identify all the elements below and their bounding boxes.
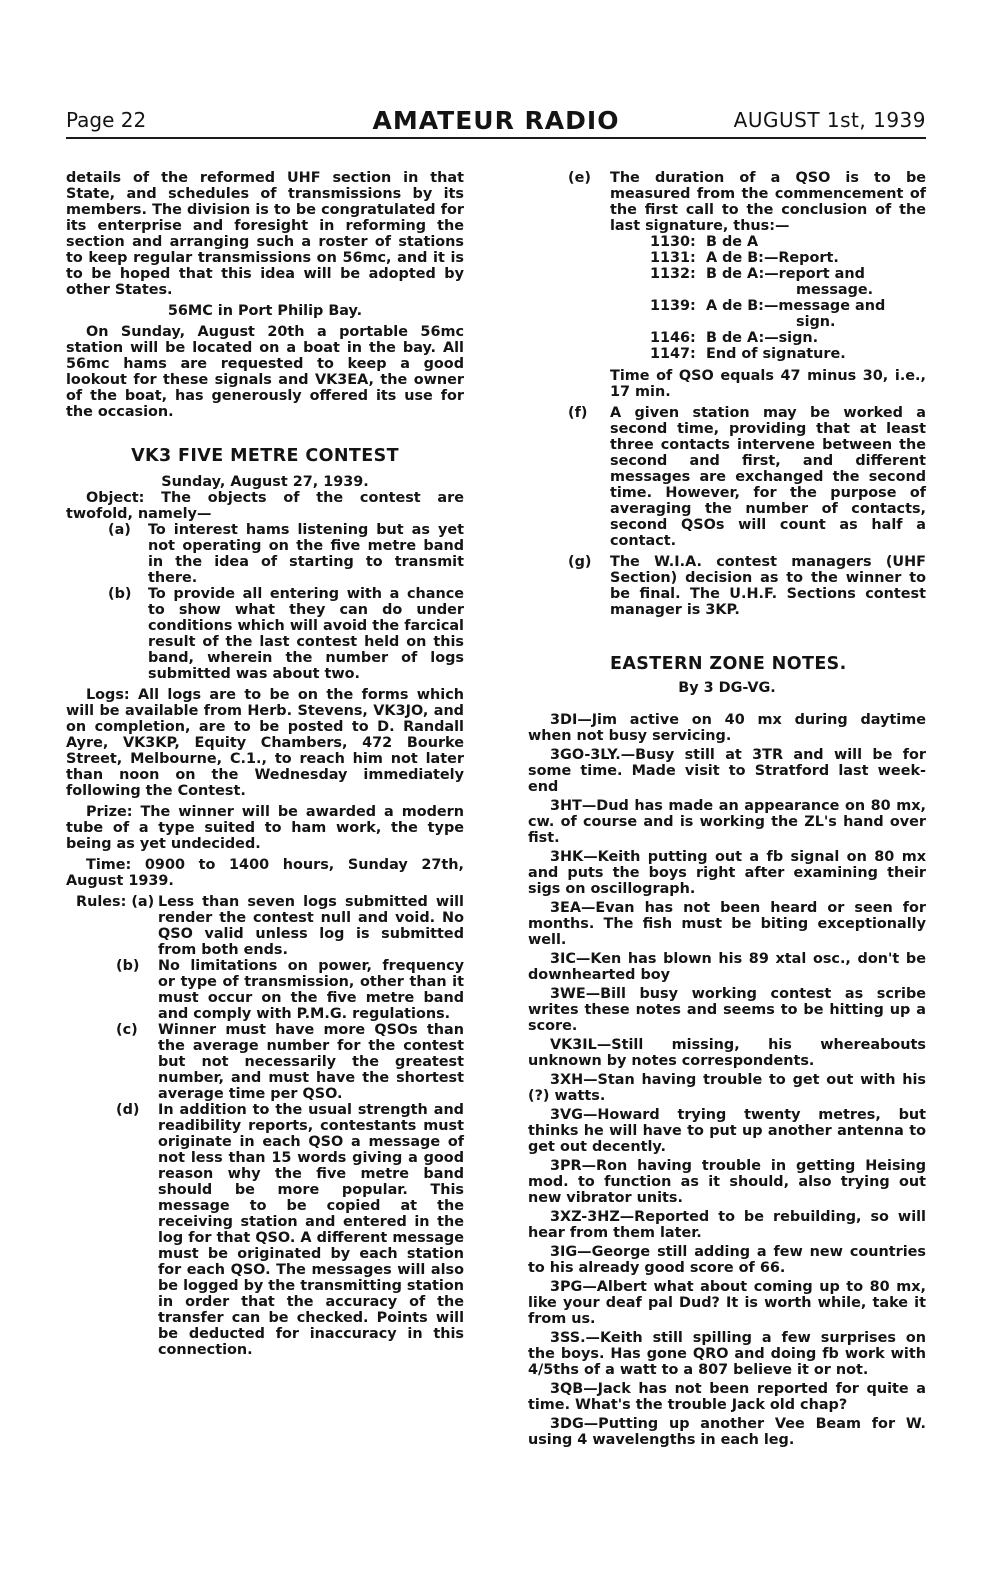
qso-log-line: 1132: B de A:—report and (650, 266, 865, 282)
qso-log-line: 1146: B de A:—sign. (650, 330, 819, 346)
right-column (528, 170, 926, 1448)
item-text: A given station may be worked a second time, providing that at least three contacts intervene between the second and first, and different messages are exchanged the second time. However, for the purpose of averaging the number of contacts, second QSOs will count as half a contact. (610, 405, 926, 549)
object-intro: Object: The objects of the contest are twofold, namely— (66, 490, 464, 522)
item-marker: (a) (108, 522, 131, 538)
rule-item (76, 894, 464, 958)
rule-item (528, 554, 926, 618)
note-item: 3PG—Albert what about coming up to 80 mx, like your deaf pal Dud? It is worth while, take it from us. (528, 1279, 926, 1327)
zone-heading: EASTERN ZONE NOTES. (610, 654, 847, 674)
bay-paragraph: On Sunday, August 20th a portable 56mc station will be located on a boat in the bay. All 56mc hams are requested to keep a good lookout for these signals and VK3EA, the owner of the boat, has generously offered its use for the occasion. (66, 324, 464, 420)
item-text: To provide all entering with a chance to show what they can do under conditions which will avoid the farcical result of the last contest held on this band, wherein the number of logs submitted was about two. (148, 586, 464, 682)
item-text: The duration of a QSO is to be measured from the commencement of the first call to the conclusion of the last signature, thus:— (610, 170, 926, 234)
qso-log-line: sign. (796, 314, 836, 330)
qso-log-line: 1147: End of signature. (650, 346, 846, 362)
qso-log (528, 234, 926, 362)
rules-label: Rules: (a) (76, 894, 155, 910)
qso-log-line: 1139: A de B:—message and (650, 298, 886, 314)
page-number: Page 22 (66, 108, 147, 132)
contest-heading: VK3 FIVE METRE CONTEST (131, 446, 399, 466)
note-item: 3QB—Jack has not been reported for quite a time. What's the trouble Jack old chap? (528, 1381, 926, 1413)
item-marker: (c) (116, 1022, 138, 1038)
note-item: 3IG—George still adding a few new countries to his already good score of 66. (528, 1244, 926, 1276)
bay-subheading: 56MC in Port Philip Bay. (167, 303, 363, 319)
item-marker: (b) (116, 958, 140, 974)
left-column (66, 170, 464, 1358)
qso-log-line: 1130: B de A (650, 234, 759, 250)
note-item: 3SS.—Keith still spilling a few surprises on the boys. Has gone QRO and doing fb work with 4/5ths of a watt to a 807 believe it or not. (528, 1330, 926, 1378)
note-item: 3GO-3LY.—Busy still at 3TR and will be for some time. Made visit to Stratford last week-end (528, 747, 926, 795)
note-item: 3HT—Dud has made an appearance on 80 mx, cw. of course and is working the ZL's hand over fist. (528, 798, 926, 846)
item-marker: (e) (568, 170, 591, 186)
item-marker: (d) (116, 1102, 140, 1118)
note-item: 3IC—Ken has blown his 89 xtal osc., don't be downhearted boy (528, 951, 926, 983)
item-text: In addition to the usual strength and readibility reports, contestants must originate in each QSO a message of not less than 15 words giving a good reason why the five metre band should be more popular. This message to be copied at the receiving station and entered in the log for that QSO. A different message must be originated by each station for each QSO. The messages will also be logged by the transmitting station in order that the accuracy of the transfer can be checked. Points will be deducted for inaccuracy in this connection. (158, 1102, 464, 1358)
note-item: 3PR—Ron having trouble in getting Heising mod. to function as it should, also trying out new vibrator units. (528, 1158, 926, 1206)
note-item: VK3IL—Still missing, his whereabouts unknown by notes correspondents. (528, 1037, 926, 1069)
zone-notes (528, 712, 926, 1448)
note-item: 3DI—Jim active on 40 mx during daytime when not busy servicing. (528, 712, 926, 744)
item-text: Less than seven logs submitted will render the contest null and void. No QSO valid unless log is submitted from both ends. (158, 894, 464, 958)
item-marker: (g) (568, 554, 592, 570)
note-item: 3DG—Putting up another Vee Beam for W. using 4 wavelengths in each leg. (528, 1416, 926, 1448)
note-item: 3HK—Keith putting out a fb signal on 80 mx and puts the boys right after examining their sigs on oscillograph. (528, 849, 926, 897)
item-marker: (f) (568, 405, 588, 421)
time-paragraph: Time: 0900 to 1400 hours, Sunday 27th, August 1939. (66, 857, 464, 889)
logs-paragraph: Logs: All logs are to be on the forms which will be available from Herb. Stevens, VK3JO, and on completion, are to be posted to D. Randall Ayre, VK3KP, Equity Chambers, 472 Bourke Street, Melbourne, C.1., to reach him not later than noon on the Wednesday immediately following the Contest. (66, 687, 464, 799)
item-text: The W.I.A. contest managers (UHF Section) decision as to the winner to be final. The U.H.F. Sections contest manager is 3KP. (610, 554, 926, 618)
note-item: 3VG—Howard trying twenty metres, but thinks he will have to put up another antenna to get out decently. (528, 1107, 926, 1155)
note-item: 3EA—Evan has not been heard or seen for months. The fish must be biting exceptionally well. (528, 900, 926, 948)
item-text: To interest hams listening but as yet not operating on the five metre band in the idea of starting to transmit there. (148, 522, 464, 586)
qso-time-note: Time of QSO equals 47 minus 30, i.e., 17 min. (610, 368, 926, 400)
issue-date: AUGUST 1st, 1939 (733, 108, 926, 132)
rule-item (76, 958, 464, 1022)
header-rule (66, 137, 926, 139)
rule-item (528, 405, 926, 549)
rules-section (66, 894, 464, 1358)
object-list (66, 522, 464, 682)
prize-paragraph: Prize: The winner will be awarded a modern tube of a type suited to ham work, the type being as yet undecided. (66, 804, 464, 852)
magazine-title: AMATEUR RADIO (372, 106, 620, 135)
object-item (108, 586, 464, 682)
rule-item (76, 1102, 464, 1358)
qso-log-line: message. (796, 282, 874, 298)
item-text: No limitations on power, frequency or type of transmission, other than it must occur on the five metre band and comply with P.M.G. regulations. (158, 958, 464, 1022)
object-item (108, 522, 464, 586)
note-item: 3XH—Stan having trouble to get out with his (?) watts. (528, 1072, 926, 1104)
rule-item (528, 170, 926, 234)
page-header (66, 106, 926, 140)
rule-item (76, 1022, 464, 1102)
item-marker: (b) (108, 586, 132, 602)
contest-date: Sunday, August 27, 1939. (161, 474, 369, 490)
item-text: Winner must have more QSOs than the average number for the contest but not necessarily the greatest number, and must have the shortest average time per QSO. (158, 1022, 464, 1102)
note-item: 3WE—Bill busy working contest as scribe writes these notes and seems to be hitting up a score. (528, 986, 926, 1034)
intro-paragraph: details of the reformed UHF section in that State, and schedules of transmissions by its members. The division is to be congratulated for its enterprise and foresight in reforming the section and arranging such a roster of stations to keep regular transmissions on 56mc, and it is to be hoped that this idea will be adopted by other States. (66, 170, 464, 298)
note-item: 3XZ-3HZ—Reported to be rebuilding, so will hear from them later. (528, 1209, 926, 1241)
qso-log-line: 1131: A de B:—Report. (650, 250, 839, 266)
zone-byline: By 3 DG-VG. (678, 680, 776, 696)
